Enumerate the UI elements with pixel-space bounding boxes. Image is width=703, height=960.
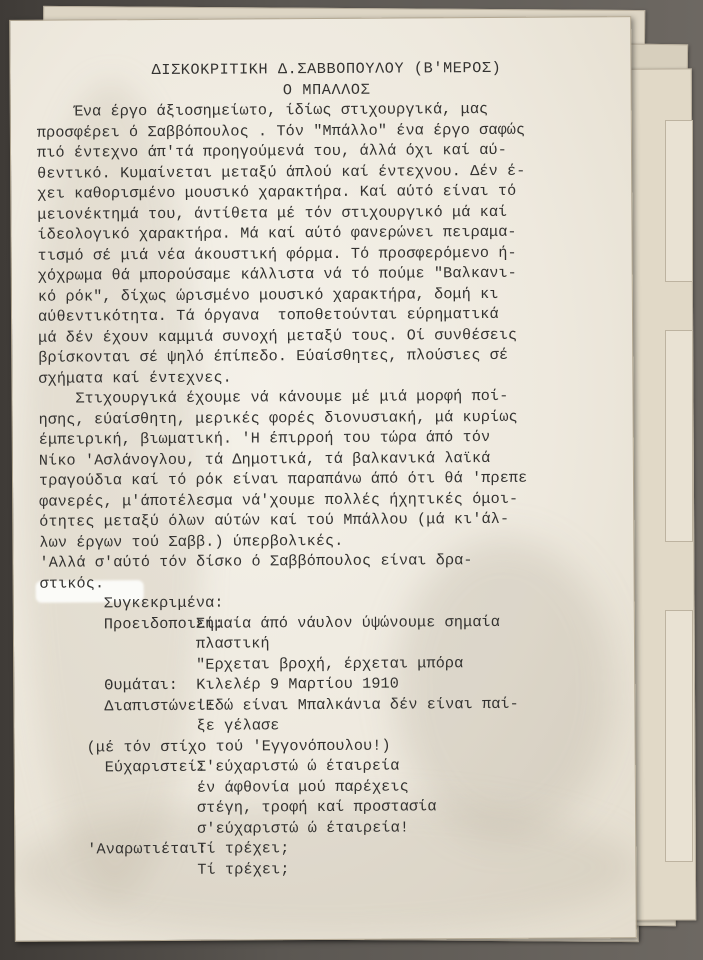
entry-value: Τί τρέχει; (197, 839, 290, 858)
text-line: έμπειρική, βιωματική. 'Η έπιρροή του τώρα άπό τόν (38, 427, 491, 449)
paragraph-2 (38, 385, 619, 553)
text-line: χόχρωμα θά μπορούσαμε κάλλιστα νά τό πούμε "Βαλκανι- (37, 263, 517, 285)
text-line: ησης, εύαίσθητη, μερικές φορές διονυσιακή, μά κυρίως (38, 407, 518, 429)
paragraph-3 (39, 549, 619, 594)
text-line: λων έργων τού Σαββ.) ύπερβολικές. (39, 531, 344, 552)
entry-value: "Ερχεται βροχή, έρχεται μπόρα (196, 653, 464, 674)
entry-value: 'Εδώ είναι Μπαλκάνια δέν είναι παί- (196, 694, 519, 715)
text-line: αύθεντικότητα. Τά όργανα τοποθετούνται εύρηματικά (37, 304, 499, 326)
entry-value: στέγη, τροφή καί προστασία (196, 797, 437, 817)
text-line: βρίσκονται σέ ψηλό έπίπεδο. Εύαίσθητες, πλούσιες σέ (38, 345, 509, 367)
entries-list-2 (41, 754, 622, 881)
entry-value: Κιλελέρ 9 Μαρτίου 1910 (196, 674, 400, 694)
text-line: χει καθορισμένο μουσικό χαρακτήρα. Καί αύτό είναι τό (37, 181, 517, 203)
text-line: Ένα έργο άξιοσημείωτο, ίδίως στιχουργικά, μας (36, 99, 489, 121)
text-line: Νίκο 'Ασλάνογλου, τά Δημοτικά, τά βαλκανικά λαϊκά (38, 448, 491, 470)
entry-label-wonders: 'Αναρωτιέται: (87, 839, 208, 859)
text-line: στικός. (39, 573, 105, 593)
entry-value: σ'εύχαριστώ ώ έταιρεία! (197, 817, 410, 838)
text-line: σχήματα καί έντεχνες. (38, 368, 232, 388)
text-line: μειονέκτημά του, άντίθετα μέ τόν στιχουργικό μά καί (37, 202, 508, 224)
text-line: κό ρόκ", δίχως ώρισμένο μουσικό χαρακτήρα, δομή κι (37, 284, 499, 306)
entry-value: ξε γέλασε (196, 716, 280, 735)
entry-label-remembers: Θυμάται: (104, 675, 179, 695)
sheet-edge (665, 610, 693, 862)
text-line: ίδεολογικό χαρακτήρα. Μά καί αύτό φανερώνει πειραμα- (37, 222, 517, 244)
entry-value: Σημαία άπό νάυλον ύψώνουμε σημαία (195, 612, 500, 633)
paragraph-1 (37, 98, 619, 389)
specifically-label: Συγκεκριμένα: (103, 593, 224, 613)
text-line: Στιχουργικά έχουμε νά κάνουμε μέ μιά μορφή ποί- (38, 386, 509, 408)
text-line: προσφέρει ό Σαββόπουλος . Τόν "Μπάλλο" ένα έργο σαφώς (36, 120, 526, 142)
text-line: πιό έντεχνο άπ'τά προηγούμενά του, άλλά όχι καί αύ- (36, 140, 507, 162)
text-line: μά δέν έχουν καμμιά συνοχή μεταξύ τους. Οί συνθέσεις (38, 325, 518, 347)
entries-list (40, 611, 621, 738)
document-subtitle: Ο ΜΠΑΛΛΟΣ (282, 80, 371, 99)
page-text (36, 57, 621, 881)
text-line: τισμό σέ μιά νέα άκουστική φόρμα. Τό προσφερόμενο ή- (37, 243, 517, 265)
text-line: φανερές, μ'άποτέλεσμα νά'χουμε πολλές ήχητικές όμοι- (39, 489, 519, 511)
text-line: τραγούδια καί τό ρόκ είναι παραπάνω άπό ότι θά 'πρεπε (38, 468, 528, 490)
text-line: 'Αλλά σ'αύτό τόν δίσκο ό Σαββόπουλος είναι δρα- (39, 551, 473, 572)
typewritten-page (9, 16, 637, 942)
sheet-edge (665, 120, 693, 282)
note-line: (μέ τόν στίχο τού 'Εγγονόπουλου!) (86, 736, 391, 756)
sheet-edge (665, 330, 693, 542)
entry-value: Σ'εύχαριστώ ώ έταιρεία (196, 756, 400, 776)
entry-label-thanks: Εύχαριστεί: (104, 757, 207, 777)
text-line: ότητες μεταξύ όλων αύτών καί τού Μπάλλου (μά κι'άλ- (39, 509, 510, 531)
entry-value: πλαστική (195, 634, 270, 653)
entry-value: έν άφθονία μού παρέχεις (196, 776, 409, 797)
entry-label-warns: Προειδοποιεί: (103, 614, 224, 633)
entry-label-observes: Διαπιστώνει: (104, 696, 216, 715)
document-title: ΔΙΣΚΟΚΡΙΤΙΚΗ Δ.ΣΑΒΒΟΠΟΥΛΟΥ (Β'ΜΕΡΟΣ) (151, 58, 502, 80)
entry-value: Τί τρέχει; (197, 859, 290, 879)
text-line: θεντικό. Κυμαίνεται μεταξύ άπλού καί έντεχνου. Δέν έ- (37, 161, 526, 183)
